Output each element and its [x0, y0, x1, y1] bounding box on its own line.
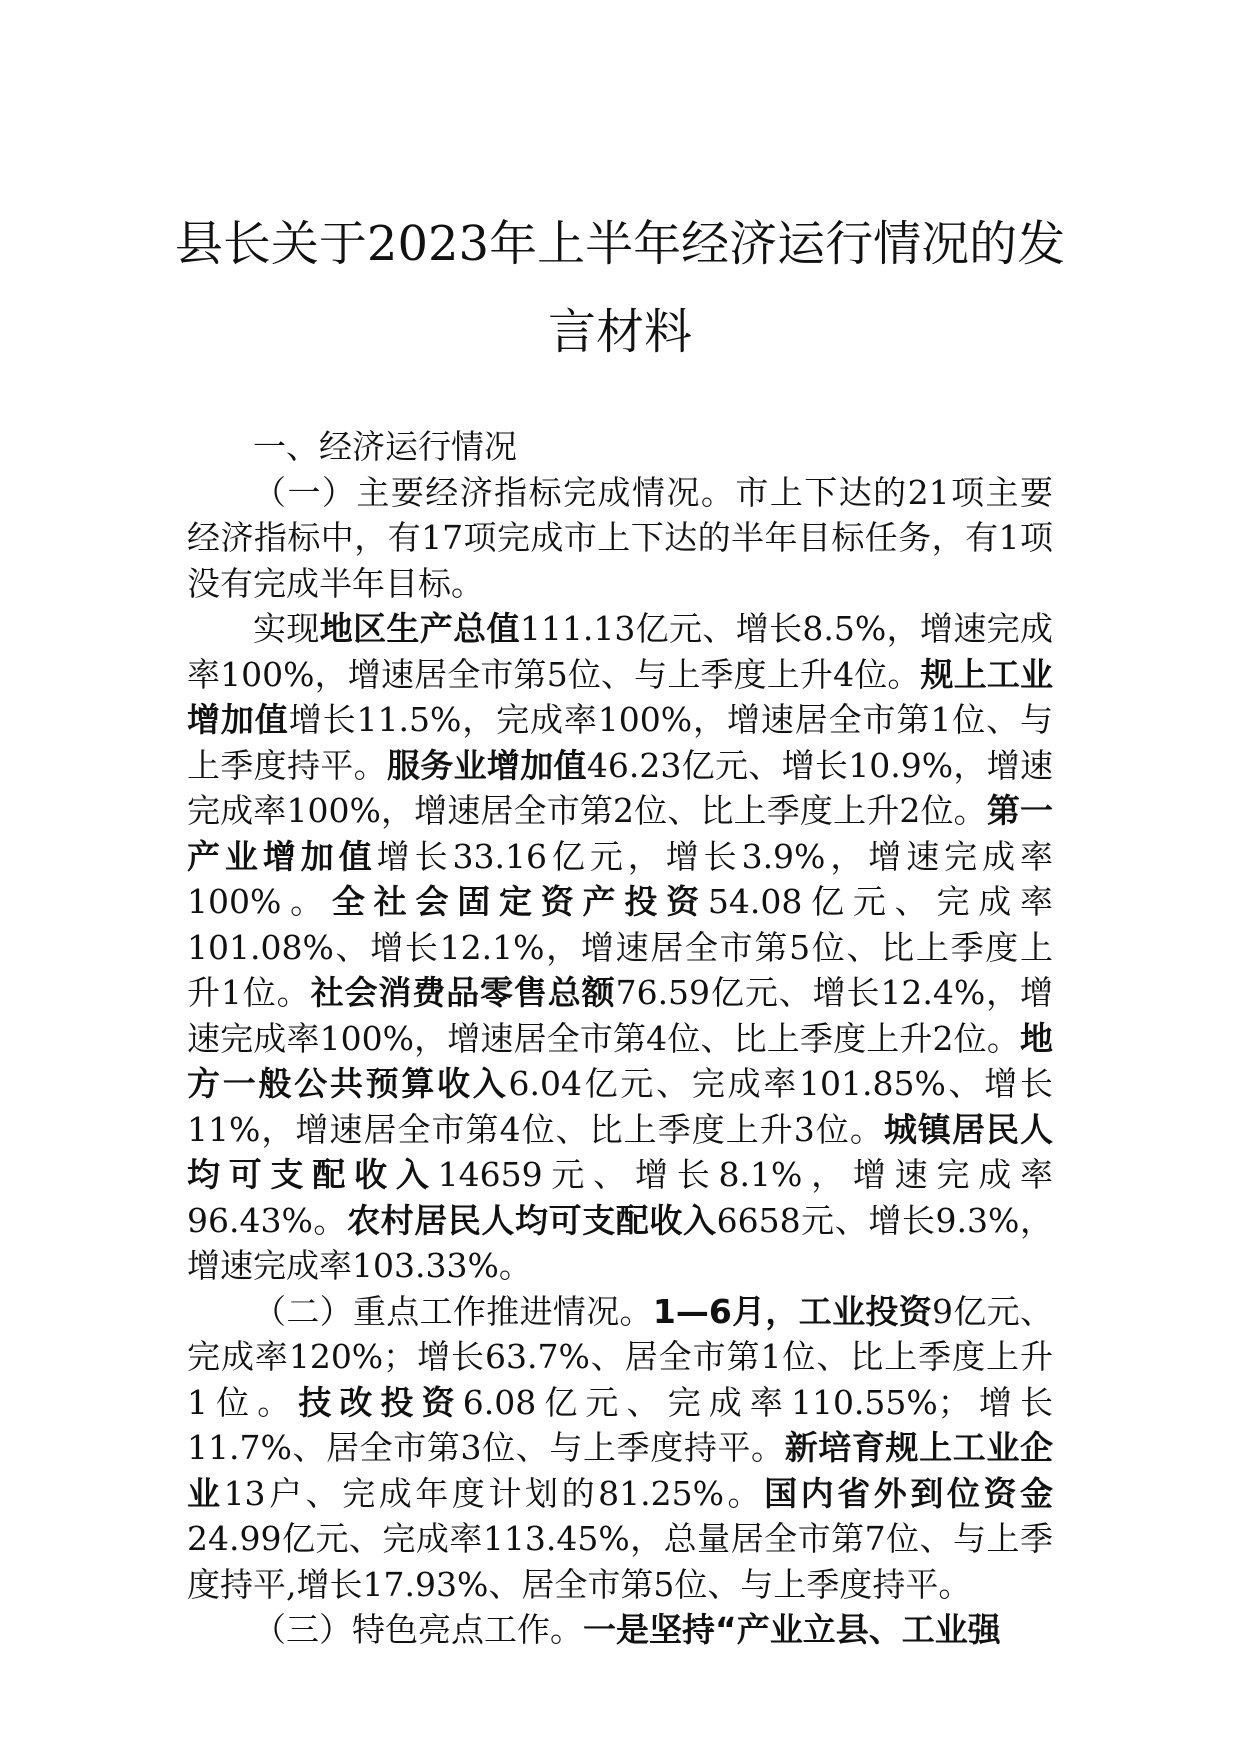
bold-term: 社会消费品零售总额: [310, 973, 616, 1012]
bold-term: 地区生产总值: [319, 609, 520, 648]
text-run: 54.08亿元、完成率101.08%、增长12.1%，增速居全市第5位、比上季度上升1位。: [187, 882, 1054, 1012]
text-run: 24.99亿元、完成率113.45%，总量居全市第7位、与上季度持平,增长17.93%、居全市第5位、与上季度持平。: [187, 1519, 1053, 1604]
text-run: 13户、完成年度计划的81.25%。: [223, 1473, 765, 1513]
text-run: 9亿元、完成率120%；增长63.7%、居全市第1位、比上季度上升1位。: [187, 1291, 1053, 1422]
bold-term: 农村居民人均可支配收入: [347, 1200, 717, 1240]
bold-term: 新培育规上工业企业: [187, 1428, 1053, 1513]
document-body: [187, 424, 1053, 1653]
text-run: 6658元、增长9.3%，增速完成率103.33%。: [187, 1200, 1053, 1285]
bold-term: 第一产业增加值: [187, 791, 1053, 876]
title-line-1: 县长关于2023年上半年经济运行情况的发: [174, 216, 1066, 272]
bold-term: 服务业增加值: [386, 745, 587, 785]
text-run: 6.04亿元、完成率101.85%、增长11%，增速居全市第4位、比上季度上升3位。: [187, 1064, 1053, 1149]
bold-term: 全社会固定资产投资: [331, 882, 708, 921]
paragraph-indicator-details: [187, 606, 1053, 1289]
bold-term: 城镇居民人均可支配收入: [187, 1109, 1053, 1194]
text-run: 6.08亿元、完成率110.55%；增长11.7%、居全市第3位、与上季度持平。: [187, 1382, 1053, 1467]
text-run: 46.23亿元、增长10.9%，增速完成率100%，增速居全市第2位、比上季度上升2位。: [187, 745, 1054, 830]
paragraph-highlights: [187, 1607, 1053, 1653]
paragraph-key-work-progress: [187, 1289, 1053, 1608]
document-title: [150, 200, 1090, 376]
title-line-2: 言材料: [547, 304, 692, 360]
text-run: （二）重点工作推进情况。: [253, 1291, 653, 1331]
bold-term: 1—6月，工业投资: [652, 1291, 933, 1331]
text-run: 76.59亿元、增长12.4%，增速完成率100%，增速居全市第4位、比上季度上升2位。: [187, 973, 1054, 1058]
text-run: 14659元、增长8.1%，增速完成率96.43%。: [187, 1155, 1053, 1240]
text-run: （一）主要经济指标完成情况。市上下达的21项主要经济指标中，有17项完成市上下达的半年目标任务，有1项没有完成半年目标。: [187, 472, 1053, 603]
bold-term: 地方一般公共预算收入: [187, 1018, 1053, 1103]
text-run: 增长11.5%，完成率100%，增速居全市第1位、与上季度持平。: [187, 700, 1054, 785]
paragraph-indicators-overview: [187, 470, 1053, 607]
text-run: 实现: [253, 609, 320, 648]
bold-term: 国内省外到位资金: [764, 1473, 1054, 1513]
bold-term: 一是坚持“产业立县、工业强: [583, 1610, 1001, 1649]
bold-term: 规上工业增加值: [187, 654, 1054, 739]
text-run: 111.13亿元、增长8.5%，增速完成率100%，增速居全市第5位、与上季度上升4位。: [187, 609, 1054, 694]
section-heading: 一、经济运行情况: [253, 427, 517, 466]
bold-term: 技改投资: [298, 1382, 463, 1422]
text-run: 增长33.16亿元，增长3.9%，增速完成率100%。: [187, 836, 1053, 921]
text-run: （三）特色亮点工作。: [253, 1610, 583, 1649]
